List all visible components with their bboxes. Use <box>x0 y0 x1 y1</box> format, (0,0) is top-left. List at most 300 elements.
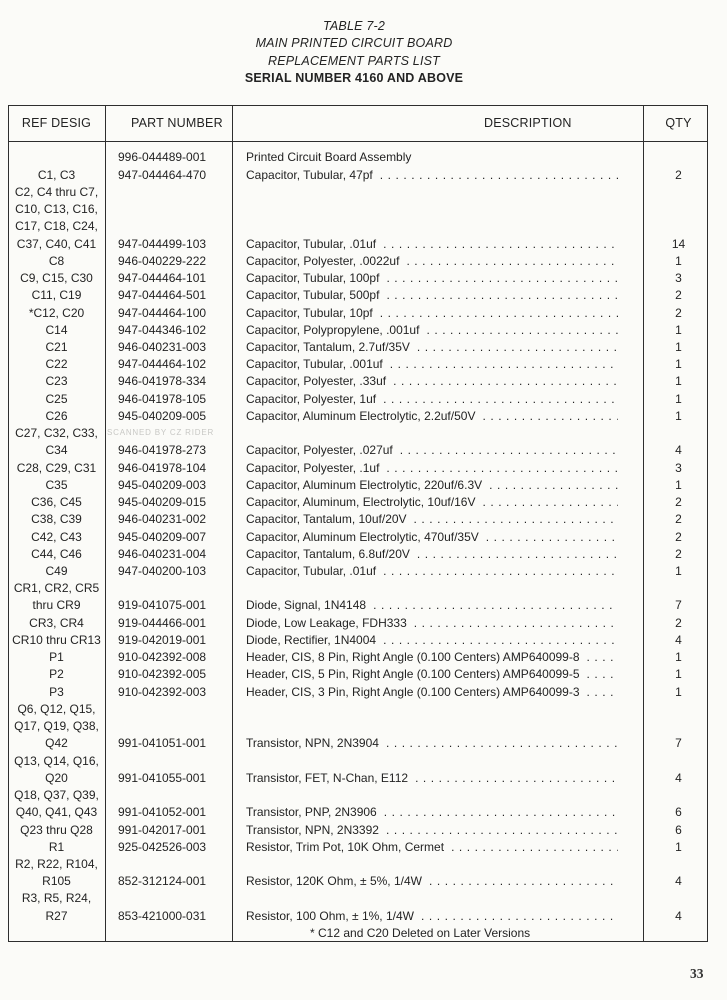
table-row <box>8 666 708 683</box>
description-text: Capacitor, Aluminum Electrolytic, 470uf/35V <box>246 529 479 544</box>
ref-desig-line: Q40, Q41, Q43 <box>15 805 98 820</box>
quantity-cell: 7 <box>675 598 682 613</box>
dot-leader <box>421 908 618 925</box>
part-number-cell: 947-044346-102 <box>118 322 207 337</box>
description-text: Capacitor, Tubular, 47pf <box>246 167 373 182</box>
description-content <box>246 270 618 287</box>
part-number-cell: 919-042019-001 <box>118 632 207 647</box>
ref-desig-line: Q42 <box>45 736 68 751</box>
ref-desig-cell <box>8 356 105 373</box>
description-cell <box>232 770 643 787</box>
part-number-cell: 910-042392-003 <box>118 684 207 699</box>
quantity-cell: 6 <box>675 822 682 837</box>
description-content <box>246 546 618 563</box>
description-text: Transistor, NPN, 2N3904 <box>246 736 379 751</box>
part-number-cell: 947-044464-100 <box>118 305 207 320</box>
description-content <box>246 563 618 580</box>
ref-desig-line: thru CR9 <box>32 598 81 613</box>
description-content <box>246 149 618 166</box>
description-content <box>246 356 618 373</box>
description-cell <box>232 494 643 511</box>
ref-desig-line: C44, C46 <box>31 546 82 561</box>
part-number-cell: 910-042392-008 <box>118 650 207 665</box>
description-cell <box>232 270 643 287</box>
description-content <box>246 373 618 390</box>
description-text: Capacitor, Tantalum, 10uf/20V <box>246 512 407 527</box>
quantity-cell: 2 <box>675 529 682 544</box>
ref-desig-cell <box>8 287 105 304</box>
quantity-cell: 1 <box>675 650 682 665</box>
quantity-cell: 1 <box>675 357 682 372</box>
part-number-cell: 947-044499-103 <box>118 236 207 251</box>
quantity-cell: 4 <box>675 632 682 647</box>
description-cell <box>232 546 643 563</box>
ref-desig-line: C36, C45 <box>31 495 82 510</box>
description-cell <box>232 822 643 839</box>
quantity-cell: 1 <box>675 374 682 389</box>
table-row <box>8 529 708 546</box>
description-content <box>246 167 618 184</box>
description-content <box>246 666 618 683</box>
description-cell <box>232 442 643 459</box>
table-row <box>8 167 708 184</box>
ref-desig-cell <box>8 787 105 821</box>
ref-desig-cell <box>8 649 105 666</box>
ref-desig-line: Q13, Q14, Q16, <box>14 753 99 768</box>
ref-desig-line: CR3, CR4 <box>29 615 84 630</box>
part-number-cell: 946-041978-334 <box>118 374 207 389</box>
part-number-cell: 945-040209-007 <box>118 529 207 544</box>
ref-desig-line: C2, C4 thru C7, <box>14 184 99 199</box>
ref-desig-line: P2 <box>49 667 64 682</box>
part-number-cell: 946-040229-222 <box>118 253 207 268</box>
table-row <box>8 856 708 890</box>
ref-desig-cell <box>8 615 105 632</box>
dot-leader <box>429 873 618 890</box>
description-cell <box>232 839 643 856</box>
quantity-cell: 1 <box>675 253 682 268</box>
description-text: Capacitor, Tubular, .01uf <box>246 236 377 251</box>
table-row <box>8 822 708 839</box>
part-number-cell: 991-041055-001 <box>118 770 207 785</box>
table-title-block <box>0 18 708 87</box>
ref-desig-line: P3 <box>49 684 64 699</box>
dot-leader <box>383 563 618 580</box>
part-number-cell: 919-044466-001 <box>118 615 207 630</box>
ref-desig-line: C14 <box>45 322 68 337</box>
quantity-cell: 4 <box>675 443 682 458</box>
ref-desig-cell <box>8 460 105 477</box>
column-header-description: DESCRIPTION <box>484 116 572 130</box>
column-header-part-number: PART NUMBER <box>131 116 223 130</box>
description-content <box>246 391 618 408</box>
part-number-cell: 853-421000-031 <box>118 908 207 923</box>
description-text: Capacitor, Tantalum, 6.8uf/20V <box>246 546 410 561</box>
quantity-cell: 14 <box>671 236 686 251</box>
quantity-cell: 2 <box>675 512 682 527</box>
quantity-cell: 7 <box>675 736 682 751</box>
quantity-cell: 2 <box>675 288 682 303</box>
ref-desig-cell <box>8 701 105 753</box>
ref-desig-line: R27 <box>45 908 68 923</box>
part-number-cell: 991-041052-001 <box>118 805 207 820</box>
table-number: TABLE 7-2 <box>322 19 385 33</box>
ref-desig-cell <box>8 373 105 390</box>
dot-leader <box>587 649 618 666</box>
dot-leader <box>383 632 618 649</box>
description-content <box>246 494 618 511</box>
table-row <box>8 184 708 253</box>
table-row <box>8 356 708 373</box>
description-content <box>246 477 618 494</box>
dot-leader <box>417 339 618 356</box>
ref-desig-line: C28, C29, C31 <box>16 460 97 475</box>
ref-desig-line: C8 <box>48 253 65 268</box>
table-row <box>8 460 708 477</box>
dot-leader <box>400 442 618 459</box>
quantity-cell: 2 <box>675 305 682 320</box>
description-content <box>246 649 618 666</box>
description-text: Resistor, Trim Pot, 10K Ohm, Cermet <box>246 839 445 854</box>
quantity-cell: 1 <box>675 391 682 406</box>
footnote-row <box>8 925 708 942</box>
table-row <box>8 287 708 304</box>
quantity-cell: 2 <box>675 546 682 561</box>
quantity-cell: 1 <box>675 322 682 337</box>
table-row <box>8 322 708 339</box>
part-number-cell: 925-042526-003 <box>118 839 207 854</box>
part-number-cell: 852-312124-001 <box>118 874 207 889</box>
dot-leader <box>386 287 618 304</box>
ref-desig-cell <box>8 890 105 924</box>
dot-leader <box>587 666 618 683</box>
description-cell <box>232 236 643 253</box>
table-row <box>8 839 708 856</box>
dot-leader <box>384 804 618 821</box>
description-content <box>246 684 618 701</box>
part-number-cell: 991-041051-001 <box>118 736 207 751</box>
dot-leader <box>426 322 618 339</box>
table-row <box>8 253 708 270</box>
quantity-cell: 1 <box>675 684 682 699</box>
description-cell <box>232 684 643 701</box>
ref-desig-line: C25 <box>45 391 68 406</box>
ref-desig-line: C9, C15, C30 <box>20 271 93 286</box>
part-number-cell: 947-044464-101 <box>118 271 207 286</box>
description-text: Capacitor, Tubular, 500pf <box>246 288 380 303</box>
quantity-cell: 2 <box>675 167 682 182</box>
description-text: Resistor, 120K Ohm, ± 5%, 1/4W <box>246 874 422 889</box>
description-content <box>246 339 618 356</box>
dot-leader <box>587 684 618 701</box>
ref-desig-cell <box>8 632 105 649</box>
ref-desig-line: R2, R22, R104, <box>15 857 98 871</box>
ref-desig-cell <box>8 546 105 563</box>
description-text: Capacitor, Aluminum, Electrolytic, 10uf/16V <box>246 495 476 510</box>
part-number-cell: 945-040209-015 <box>118 495 207 510</box>
description-content <box>246 908 618 925</box>
dot-leader <box>417 546 618 563</box>
quantity-cell: 1 <box>675 839 682 854</box>
description-cell <box>232 632 643 649</box>
table-row <box>8 373 708 390</box>
description-text: Capacitor, Tubular, .001uf <box>246 357 383 372</box>
description-cell <box>232 529 643 546</box>
description-cell <box>232 408 643 425</box>
part-number-cell: 991-042017-001 <box>118 822 207 837</box>
dot-leader <box>482 494 618 511</box>
dot-leader <box>414 615 618 632</box>
ref-desig-cell <box>8 425 105 459</box>
description-cell <box>232 804 643 821</box>
ref-desig-line: C38, C39 <box>31 512 82 527</box>
dot-leader <box>383 236 618 253</box>
description-cell <box>232 287 643 304</box>
table-row <box>8 408 708 425</box>
quantity-cell: 4 <box>675 770 682 785</box>
part-number-cell: 945-040209-003 <box>118 477 207 492</box>
description-text: Header, CIS, 3 Pin, Right Angle (0.100 Centers) AMP640099-3 <box>246 684 580 699</box>
description-cell <box>232 149 643 166</box>
quantity-cell: 4 <box>675 874 682 889</box>
ref-desig-cell <box>8 477 105 494</box>
dot-leader <box>489 477 618 494</box>
table-body <box>8 149 708 942</box>
part-number-cell: 946-040231-004 <box>118 546 207 561</box>
description-text: Capacitor, Tubular, 10pf <box>246 305 373 320</box>
quantity-cell: 1 <box>675 667 682 682</box>
ref-desig-cell <box>8 391 105 408</box>
quantity-cell: 3 <box>675 271 682 286</box>
quantity-cell: 1 <box>675 564 682 579</box>
dot-leader <box>386 735 618 752</box>
description-text: Transistor, NPN, 2N3392 <box>246 822 379 837</box>
ref-desig-line: C27, C32, C33, <box>15 426 98 441</box>
description-content <box>246 236 618 253</box>
ref-desig-cell <box>8 511 105 528</box>
ref-desig-line: C1, C3 <box>37 167 76 182</box>
part-number-cell: 947-044464-470 <box>118 167 207 182</box>
ref-desig-line: C17, C18, C24, <box>15 219 98 234</box>
description-cell <box>232 563 643 580</box>
page-number: 33 <box>690 966 704 981</box>
part-number-cell: 919-041075-001 <box>118 598 207 613</box>
description-text: Capacitor, Aluminum Electrolytic, 220uf/6.3V <box>246 477 483 492</box>
dot-leader <box>414 511 618 528</box>
dot-leader <box>482 408 618 425</box>
ref-desig-cell <box>8 408 105 425</box>
ref-desig-cell <box>8 270 105 287</box>
table-row <box>8 649 708 666</box>
table-row <box>8 890 708 924</box>
table-row <box>8 563 708 580</box>
dot-leader <box>415 770 618 787</box>
ref-desig-cell <box>8 167 105 184</box>
column-header-qty: QTY <box>665 116 692 130</box>
ref-desig-cell <box>8 580 105 614</box>
ref-desig-cell <box>8 339 105 356</box>
part-number-cell: 946-041978-273 <box>118 443 207 458</box>
description-cell <box>232 908 643 925</box>
dot-leader <box>486 529 618 546</box>
ref-desig-line: C35 <box>45 477 68 492</box>
table-row <box>8 511 708 528</box>
dot-leader <box>380 167 618 184</box>
description-content <box>246 873 618 890</box>
part-number-cell: 947-040200-103 <box>118 564 207 579</box>
table-row <box>8 339 708 356</box>
ref-desig-line: CR10 thru CR13 <box>12 632 101 647</box>
description-text: Printed Circuit Board Assembly <box>246 150 412 165</box>
title-line-parts-list: REPLACEMENT PARTS LIST <box>267 53 441 68</box>
table-row <box>8 753 708 787</box>
description-text: Capacitor, Polyester, .027uf <box>246 443 393 458</box>
description-content <box>246 804 618 821</box>
part-number-cell: 947-044464-501 <box>118 288 207 303</box>
ref-desig-line: P1 <box>49 650 64 665</box>
ref-desig-cell <box>8 856 105 890</box>
ref-desig-cell <box>8 494 105 511</box>
table-row <box>8 701 708 753</box>
description-content <box>246 322 618 339</box>
description-content <box>246 511 618 528</box>
description-text: Capacitor, Tubular, 100pf <box>246 271 380 286</box>
description-text: Capacitor, Polyester, .0022uf <box>246 253 400 268</box>
ref-desig-line: C10, C13, C16, <box>15 202 98 217</box>
part-number-cell: 946-041978-104 <box>118 460 207 475</box>
ref-desig-line: C26 <box>45 408 68 423</box>
description-cell <box>232 735 643 752</box>
description-content <box>246 822 618 839</box>
description-content <box>246 735 618 752</box>
description-cell <box>232 666 643 683</box>
dot-leader <box>393 373 618 390</box>
ref-desig-cell <box>8 839 105 856</box>
description-text: Diode, Low Leakage, FDH333 <box>246 615 407 630</box>
description-text: Capacitor, Tantalum, 2.7uf/35V <box>246 339 410 354</box>
table-row <box>8 615 708 632</box>
description-content <box>246 253 618 270</box>
ref-desig-cell <box>8 253 105 270</box>
ref-desig-cell <box>8 563 105 580</box>
dot-leader <box>390 356 618 373</box>
table-row <box>8 787 708 821</box>
description-content <box>246 460 618 477</box>
description-cell <box>232 305 643 322</box>
description-content <box>246 305 618 322</box>
description-cell <box>232 373 643 390</box>
ref-desig-line: C23 <box>45 374 68 389</box>
dot-leader <box>451 839 618 856</box>
description-text: Capacitor, Polyester, 1uf <box>246 391 377 406</box>
description-content <box>246 442 618 459</box>
ref-desig-line: C49 <box>45 564 68 579</box>
table-row <box>8 494 708 511</box>
ref-desig-line: Q17, Q19, Q38, <box>14 719 99 734</box>
ref-desig-cell <box>8 753 105 787</box>
quantity-cell: 1 <box>675 339 682 354</box>
part-number-cell: 946-040231-002 <box>118 512 207 527</box>
description-content <box>246 770 618 787</box>
table-row <box>8 149 708 166</box>
ref-desig-line: R105 <box>42 874 71 889</box>
description-text: Header, CIS, 8 Pin, Right Angle (0.100 Centers) AMP640099-8 <box>246 650 580 665</box>
serial-number-heading: SERIAL NUMBER 4160 AND ABOVE <box>244 70 464 85</box>
description-cell <box>232 873 643 890</box>
quantity-cell: 4 <box>675 908 682 923</box>
description-cell <box>232 356 643 373</box>
ref-desig-line: C37, C40, C41 <box>16 236 97 251</box>
description-text: Resistor, 100 Ohm, ± 1%, 1/4W <box>246 908 414 923</box>
description-cell <box>232 322 643 339</box>
description-cell <box>232 615 643 632</box>
description-content <box>246 632 618 649</box>
table-row <box>8 632 708 649</box>
dot-leader <box>406 253 618 270</box>
quantity-cell: 2 <box>675 495 682 510</box>
ref-desig-line: C21 <box>45 339 68 354</box>
description-content <box>246 529 618 546</box>
ref-desig-line: R1 <box>48 839 65 854</box>
description-content <box>246 597 618 614</box>
watermark: SCANNED BY CZ RIDER <box>107 428 215 437</box>
ref-desig-line: Q23 thru Q28 <box>20 822 93 837</box>
description-cell <box>232 597 643 614</box>
ref-desig-line: *C12, C20 <box>28 305 85 320</box>
table-row <box>8 270 708 287</box>
ref-desig-cell <box>8 822 105 839</box>
dot-leader <box>383 391 618 408</box>
ref-desig-cell <box>8 184 105 253</box>
description-text: Capacitor, Aluminum Electrolytic, 2.2uf/50V <box>246 408 476 423</box>
description-content <box>246 408 618 425</box>
part-number-cell: 946-040231-003 <box>118 339 207 354</box>
ref-desig-line: Q18, Q37, Q39, <box>14 788 99 803</box>
ref-desig-line: C11, C19 <box>31 288 82 303</box>
table-row <box>8 391 708 408</box>
table-row <box>8 546 708 563</box>
description-text: Capacitor, Tubular, .01uf <box>246 564 377 579</box>
dot-leader <box>386 460 618 477</box>
description-cell <box>232 460 643 477</box>
description-cell <box>232 167 643 184</box>
description-content <box>246 287 618 304</box>
part-number-cell: 996-044489-001 <box>118 150 207 165</box>
part-number-cell: 947-044464-102 <box>118 357 207 372</box>
description-text: Diode, Signal, 1N4148 <box>246 598 367 613</box>
description-cell <box>232 649 643 666</box>
description-cell <box>232 477 643 494</box>
dot-leader <box>386 822 618 839</box>
quantity-cell: 6 <box>675 805 682 820</box>
ref-desig-cell <box>8 666 105 683</box>
description-text: Capacitor, Polypropylene, .001uf <box>246 322 420 337</box>
quantity-cell: 1 <box>675 477 682 492</box>
ref-desig-line: C34 <box>45 443 68 458</box>
ref-desig-line: C42, C43 <box>31 529 82 544</box>
description-cell <box>232 339 643 356</box>
ref-desig-line: Q6, Q12, Q15, <box>17 701 96 716</box>
description-cell <box>232 253 643 270</box>
title-line-board: MAIN PRINTED CIRCUIT BOARD <box>255 36 453 51</box>
ref-desig-line: C22 <box>45 357 68 372</box>
description-text: Capacitor, Polyester, .33uf <box>246 374 387 389</box>
description-text: Diode, Rectifier, 1N4004 <box>246 632 377 647</box>
ref-desig-cell <box>8 322 105 339</box>
description-text: Transistor, FET, N-Chan, E112 <box>246 770 409 785</box>
footnote: * C12 and C20 Deleted on Later Versions <box>310 925 531 940</box>
description-content <box>246 615 618 632</box>
